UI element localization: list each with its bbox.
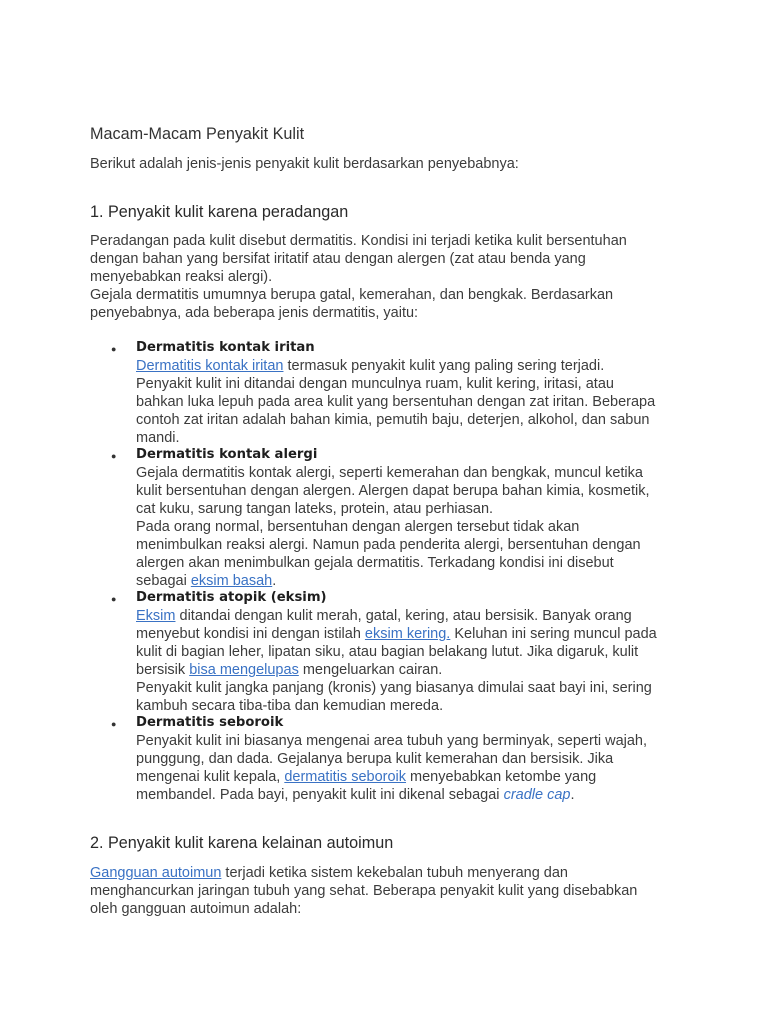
- section2-heading: 2. Penyakit kulit karena kelainan autoimun: [90, 834, 394, 852]
- paragraph-line: menghancurkan jaringan tubuh yang sehat. Beberapa penyakit kulit yang disebabkan: [90, 883, 638, 899]
- link-gangguan-autoimun[interactable]: Gangguan autoimun: [90, 865, 222, 881]
- list-item-line: alergen akan menimbulkan gejala dermatitis. Terkadang kondisi ini disebut: [136, 555, 614, 571]
- link-eksim-basah[interactable]: eksim basah: [190, 573, 273, 589]
- paragraph-line: Peradangan pada kulit disebut dermatitis. Kondisi ini terjadi ketika kulit bersentuhan: [90, 233, 627, 249]
- list-item-line: menyebut kondisi ini dengan istilah eksim kering. Keluhan ini sering muncul pada: [136, 626, 657, 642]
- list-item-line: membandel. Pada bayi, penyakit kulit ini dikenal sebagai cradle cap.: [136, 787, 575, 803]
- link-dermatitis-seboroik[interactable]: dermatitis seboroik: [284, 769, 407, 785]
- list-item-line: sebagai eksim basah.: [136, 573, 277, 589]
- list-item-line: cat kuku, sarung tangan lateks, protein, atau perhiasan.: [136, 501, 494, 517]
- list-item-line: mandi.: [136, 430, 180, 446]
- bullet-icon: ●: [111, 344, 117, 354]
- bullet-icon: ●: [111, 451, 117, 461]
- list-item-line: mengenai kulit kepala, dermatitis seboroik menyebabkan ketombe yang: [136, 769, 597, 785]
- list-item-line: menimbulkan reaksi alergi. Namun pada penderita alergi, bersentuhan dengan: [136, 537, 641, 553]
- intro-text: Berikut adalah jenis-jenis penyakit kulit berdasarkan penyebabnya:: [90, 156, 519, 172]
- page-title: Macam-Macam Penyakit Kulit: [90, 125, 305, 143]
- list-item-title: Dermatitis kontak iritan: [136, 340, 315, 355]
- list-item-line: Gejala dermatitis kontak alergi, seperti kemerahan dan bengkak, muncul ketika: [136, 465, 643, 481]
- paragraph-line: Gangguan autoimun terjadi ketika sistem kekebalan tubuh menyerang dan: [90, 865, 568, 881]
- paragraph-line: menyebabkan reaksi alergi).: [90, 269, 273, 285]
- list-item-title: Dermatitis seboroik: [136, 715, 284, 730]
- bullet-icon: ●: [111, 594, 117, 604]
- list-item-line: punggung, dan dada. Gejalanya berupa kulit kemerahan dan bersisik. Jika: [136, 751, 614, 767]
- list-item-line: bersisik bisa mengelupas mengeluarkan cairan.: [136, 662, 443, 678]
- link-eksim-kering[interactable]: eksim kering.: [364, 626, 451, 642]
- list-item-line: Penyakit kulit ini ditandai dengan munculnya ruam, kulit kering, iritasi, atau: [136, 376, 614, 392]
- bullet-icon: ●: [111, 719, 117, 729]
- list-item-line: kulit bersentuhan dengan alergen. Alergen dapat berupa bahan kimia, kosmetik,: [136, 483, 650, 499]
- section1-heading: 1. Penyakit kulit karena peradangan: [90, 203, 349, 221]
- list-item-line: bahkan luka lepuh pada area kulit yang bersentuhan dengan zat iritan. Beberapa: [136, 394, 656, 410]
- list-item-line: kulit di bagian leher, lipatan siku, atau bagian belakang lutut. Jika digaruk, kulit: [136, 644, 639, 660]
- list-item-line: Eksim ditandai dengan kulit merah, gatal, kering, atau bersisik. Banyak orang: [136, 608, 632, 624]
- link-dermatitis-kontak-iritan[interactable]: Dermatitis kontak iritan: [136, 358, 284, 374]
- list-item-title: Dermatitis kontak alergi: [136, 447, 318, 462]
- list-item-line: Pada orang normal, bersentuhan dengan alergen tersebut tidak akan: [136, 519, 580, 535]
- paragraph-line: penyebabnya, ada beberapa jenis dermatitis, yaitu:: [90, 305, 419, 321]
- list-item-line: contoh zat iritan adalah bahan kimia, pemutih baju, deterjen, alkohol, dan sabun: [136, 412, 650, 428]
- paragraph-line: dengan bahan yang bersifat iritatif atau dengan alergen (zat atau benda yang: [90, 251, 586, 267]
- list-item-line: Penyakit kulit ini biasanya mengenai area tubuh yang berminyak, seperti wajah,: [136, 733, 648, 749]
- link-cradle-cap[interactable]: cradle cap: [503, 787, 571, 803]
- link-bisa-mengelupas[interactable]: bisa mengelupas: [189, 662, 299, 678]
- list-item-line: Dermatitis kontak iritan termasuk penyakit kulit yang paling sering terjadi.: [136, 358, 605, 374]
- paragraph-line: Gejala dermatitis umumnya berupa gatal, kemerahan, dan bengkak. Berdasarkan: [90, 287, 614, 303]
- paragraph-line: oleh gangguan autoimun adalah:: [90, 901, 302, 917]
- list-item-line: kambuh secara tiba-tiba dan kemudian mereda.: [136, 698, 444, 714]
- list-item-title: Dermatitis atopik (eksim): [136, 590, 327, 605]
- link-eksim[interactable]: Eksim: [136, 608, 176, 624]
- list-item-line: Penyakit kulit jangka panjang (kronis) yang biasanya dimulai saat bayi ini, sering: [136, 680, 652, 696]
